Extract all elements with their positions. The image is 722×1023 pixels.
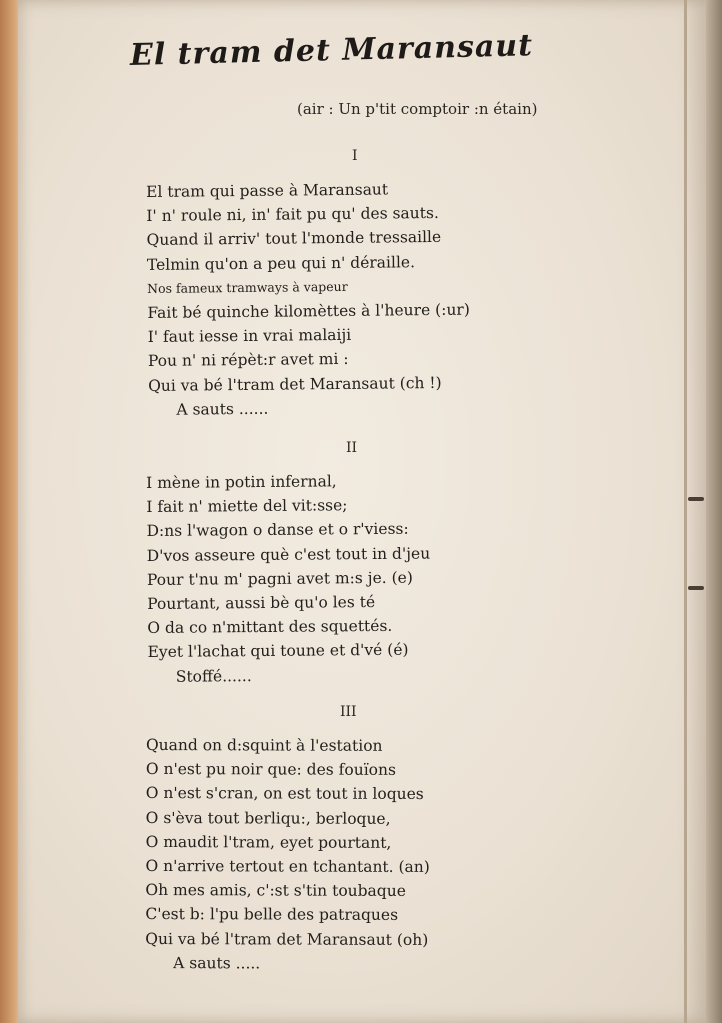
verse-line: I fait n' miette del vit:sse; [146, 496, 348, 517]
verse-line: O n'est pu noir que: des fouïons [145, 760, 396, 780]
verse-line: Eyet l'lachat qui toune et d'vé (é) [147, 641, 409, 662]
verse-line: I' faut iesse in vrai malaiji [147, 325, 352, 347]
verse-numeral: III [340, 704, 357, 720]
verse-line: El tram qui passe à Maransaut [146, 180, 389, 201]
verse-line: Oh mes amis, c':st s'tin toubaque [145, 881, 406, 901]
verse-line: Qui va bé l'tram det Maransaut (oh) [145, 929, 429, 949]
verse-line: Quand on d:squint à l'estation [145, 736, 383, 755]
verse-line: Pou n' ni répèt:r avet mi : [147, 350, 349, 371]
verse-line: Pour t'nu m' pagni avet m:s je. (e) [146, 568, 413, 589]
song-title: El tram det Maransaut [129, 28, 534, 73]
verse-line: Telmin qu'on a peu qui n' déraille. [146, 252, 416, 274]
verse-numeral: II [346, 440, 358, 456]
verse-block [146, 469, 431, 689]
staple-bottom [688, 586, 704, 590]
verse-line: D:ns l'wagon o danse et o r'viess: [146, 520, 409, 541]
verse-line: Nos fameux tramways à vapeur [147, 278, 348, 296]
verse-line: Qui va bé l'tram det Maransaut (ch !) [148, 373, 442, 395]
verse-line: Quand il arriv' tout l'monde tressaille [146, 228, 442, 250]
verse-line: O da co n'mittant des squettés. [147, 616, 393, 638]
verse-line: Pourtant, aussi bè qu'o les té [147, 592, 376, 613]
verse-refrain: A sauts ...... [176, 399, 269, 419]
verse-line: I' n' roule ni, in' fait pu qu' des sauts. [146, 204, 439, 226]
verse-refrain: Stoffé...... [175, 666, 252, 686]
verse-refrain: A sauts ..... [173, 953, 261, 973]
verse-line: Fait bé quinche kilomèttes à l'heure (:ur) [147, 300, 470, 322]
staple-top [688, 497, 704, 501]
verse-line: O n'arrive tertout en tchantant. (an) [145, 856, 430, 876]
verse-numeral: I [352, 148, 358, 164]
verse-line: O maudit l'tram, eyet pourtant, [145, 832, 392, 852]
verse-line: O s'èva tout berliqu:, berloque, [145, 808, 391, 828]
verse-line: O n'est s'cran, on est tout in loques [145, 784, 424, 804]
verse-line: I mène in potin infernal, [146, 472, 337, 492]
page-fold [684, 0, 687, 1023]
air-subtitle: (air : Un p'tit comptoir :n étain) [297, 100, 538, 118]
verse-line: D'vos asseure què c'est tout in d'jeu [146, 544, 431, 565]
verse-block [145, 733, 430, 976]
verse-line: C'est b: l'pu belle des patraques [145, 905, 399, 925]
verse-block [146, 177, 471, 422]
